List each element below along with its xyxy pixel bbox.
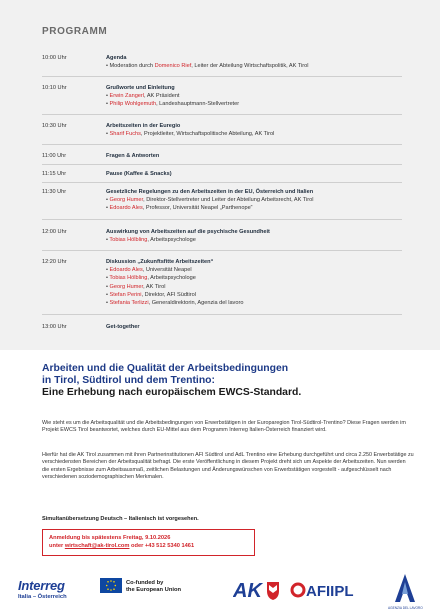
speaker-name: Stefan Perini: [109, 291, 142, 298]
speaker-prefix: Moderation durch: [109, 63, 155, 70]
program-heading: Pause (Kaffee & Snacks): [106, 171, 172, 177]
program-heading: Arbeitszeiten in der Euregio: [106, 123, 181, 129]
bullet-icon: •: [106, 291, 110, 298]
program-body: [106, 188, 426, 213]
program-heading: Gesetzliche Regelungen zu den Arbeitszeiten in der EU, Österreich und Italien: [106, 189, 314, 195]
svg-text:AFIIPL: AFIIPL: [306, 583, 354, 600]
speaker-role: , AK Präsident: [144, 93, 180, 100]
speaker-name: Edoardo Ales: [109, 267, 143, 274]
headline: [42, 363, 402, 399]
headline-line-3: Eine Erhebung nach europäischem EWCS-Standard.: [42, 387, 302, 398]
program-heading: Fragen & Antworten: [106, 153, 160, 159]
program-body: [106, 323, 426, 331]
program-divider: [42, 164, 402, 165]
program-body: [106, 258, 426, 307]
program-heading: Agenda: [106, 55, 127, 61]
speaker-name: Georg Humer: [109, 283, 144, 290]
speaker-role: , Landeshauptmann-Stellvertreter: [156, 101, 240, 108]
adl-caption: AGENZIA DEL LAVORO: [388, 606, 423, 610]
translation-note: Simultanübersetzung Deutsch – Italienisch ist vorgesehen.: [42, 516, 199, 522]
registration-deadline: Anmeldung bis spätestens Freitag, 9.10.2026: [49, 535, 171, 541]
speaker-role: , Projektleiter, Wirtschaftspolitische Abteilung, AK Tirol: [140, 131, 275, 138]
speaker-role: , Universität Neapel: [142, 267, 192, 274]
speaker-name: Philip Wohlgemuth: [109, 101, 157, 108]
program-speaker: [106, 196, 426, 204]
program-speaker: [106, 92, 426, 100]
program-divider: [42, 219, 402, 220]
speaker-name: Georg Humer: [109, 197, 144, 204]
program-time: 12:20 Uhr: [42, 259, 67, 265]
speaker-role: , Arbeitspsychologe: [147, 275, 196, 282]
program-body: [106, 228, 426, 244]
program-title: PROGRAMM: [42, 26, 108, 37]
speaker-name: Stefania Terlizzi: [109, 300, 149, 307]
program-time: 13:00 Uhr: [42, 324, 67, 330]
speaker-name: Edoardo Ales: [109, 205, 143, 212]
registration-pre: unter: [49, 543, 65, 550]
bullet-icon: •: [106, 131, 110, 138]
program-speaker: [106, 291, 426, 299]
speaker-name: Erwin Zangerl: [109, 93, 145, 100]
ak-logo: [233, 578, 285, 607]
program-speaker: [106, 266, 426, 274]
speaker-name: Sharif Fuchs: [109, 131, 141, 138]
eu-text-line-1: Co-funded by: [126, 580, 164, 586]
bullet-icon: •: [106, 283, 110, 290]
interreg-logo-name: Interreg: [18, 578, 65, 593]
speaker-role: , AK Tirol: [143, 283, 166, 290]
interreg-logo-sub: Italia – Österreich: [18, 594, 67, 600]
program-body: [106, 54, 426, 70]
program-divider: [42, 314, 402, 315]
program-divider: [42, 182, 402, 183]
program-time: 11:00 Uhr: [42, 153, 67, 159]
headline-line-1: Arbeiten und die Qualität der Arbeitsbedingungen: [42, 363, 289, 374]
program-heading: Auswirkung von Arbeitszeiten auf die psychische Gesundheit: [106, 229, 270, 235]
program-time: 10:30 Uhr: [42, 123, 67, 129]
logo-bar: [0, 572, 440, 613]
program-heading: Grußworte und Einleitung: [106, 85, 175, 91]
program-speaker: [106, 299, 426, 307]
program-divider: [42, 114, 402, 115]
program-divider: [42, 76, 402, 77]
program-time: 11:15 Uhr: [42, 171, 67, 177]
program-body: [106, 84, 426, 109]
program-body: [106, 152, 426, 160]
afi-ipl-logo: [290, 578, 354, 607]
program-speaker: [106, 236, 426, 244]
registration-phone: oder +43 512 5340 1461: [129, 543, 195, 550]
bullet-icon: •: [106, 237, 110, 244]
program-time: 10:00 Uhr: [42, 55, 67, 61]
intro-paragraph: Wie steht es um die Arbeitsqualität und die Arbeitsbedingungen von Erwerbstätigen in der Europaregion Tirol-Südtirol-Trentino? Diese Fragen werden im Projekt EWCS Tirol beantwortet, welches durch EU-Mittel aus dem Programm Interreg Italien-Österreich finanziert wird.: [42, 420, 406, 434]
bullet-icon: •: [106, 205, 110, 212]
program-speaker: [106, 283, 426, 291]
speaker-role: , Professor, Universität Neapel „Parthenope“: [142, 205, 253, 212]
program-heading: Diskussion „Zukunftsfitte Arbeitszeiten“: [106, 259, 214, 265]
speaker-name: Domenico Rief: [154, 63, 192, 70]
speaker-role: , Generaldirektorin, Agenzia del lavoro: [148, 300, 244, 307]
bullet-icon: •: [106, 275, 110, 282]
speaker-role: , Direktor, AFI Südtirol: [141, 291, 196, 298]
program-speaker: [106, 130, 426, 138]
program-speaker: [106, 274, 426, 282]
method-paragraph: Hierfür hat die AK Tirol zusammen mit ihren Partnerinstitutionen AFI Südtirol und AdL Trentino eine Erhebung durchgeführt und circa 2.250 Erwerbstätige zu verschiedensten Bereichen der Arbeitsqualität befragt. Die erste Veröffentlichung in diesem Projekt dreht sich um Aspekte der Arbeitszeiten. Nun werden die ersten Ergebnisse zum Arbeitsausmaß, zeitlichen Belastungen und Änderungswünschen von Erwerbstätigen vorgestellt - aufgeschlüsselt nach verschiedenen soziodemographischen Merkmalen.: [42, 452, 414, 481]
headline-line-2: in Tirol, Südtirol und dem Trentino:: [42, 375, 215, 386]
eu-cofunded-text: [126, 580, 181, 594]
program-time: 10:10 Uhr: [42, 85, 67, 91]
program-speaker: [106, 100, 426, 108]
bullet-icon: •: [106, 63, 110, 70]
program-speaker: [106, 62, 426, 70]
speaker-role: , Direktor-Stellvertreter und Leiter der Abteilung Arbeitsrecht, AK Tirol: [143, 197, 314, 204]
bullet-icon: •: [106, 197, 110, 204]
registration-email-link[interactable]: wirtschaft@ak-tirol.com: [64, 543, 130, 550]
program-speaker: [106, 204, 426, 212]
program-time: 11:30 Uhr: [42, 189, 67, 195]
registration-box: [42, 529, 255, 556]
speaker-name: Tobias Hölbling: [109, 237, 148, 244]
eu-text-line-2: the European Union: [126, 587, 182, 593]
speaker-role: , Leiter der Abteilung Wirtschaftspolitik, AK Tirol: [191, 63, 309, 70]
program-divider: [42, 144, 402, 145]
registration-contact: [49, 542, 254, 550]
speaker-name: Tobias Hölbling: [109, 275, 148, 282]
interreg-logo: [18, 578, 67, 600]
program-body: [106, 122, 426, 138]
speaker-role: , Arbeitspsychologe: [147, 237, 196, 244]
bullet-icon: •: [106, 300, 110, 307]
program-time: 12:00 Uhr: [42, 229, 67, 235]
program-body: [106, 170, 426, 178]
program-divider: [42, 250, 402, 251]
bullet-icon: •: [106, 93, 110, 100]
eu-flag-icon: [100, 578, 122, 593]
bullet-icon: •: [106, 267, 110, 274]
bullet-icon: •: [106, 101, 110, 108]
program-heading: Get-together: [106, 324, 140, 330]
svg-text:AK: AK: [233, 580, 262, 602]
